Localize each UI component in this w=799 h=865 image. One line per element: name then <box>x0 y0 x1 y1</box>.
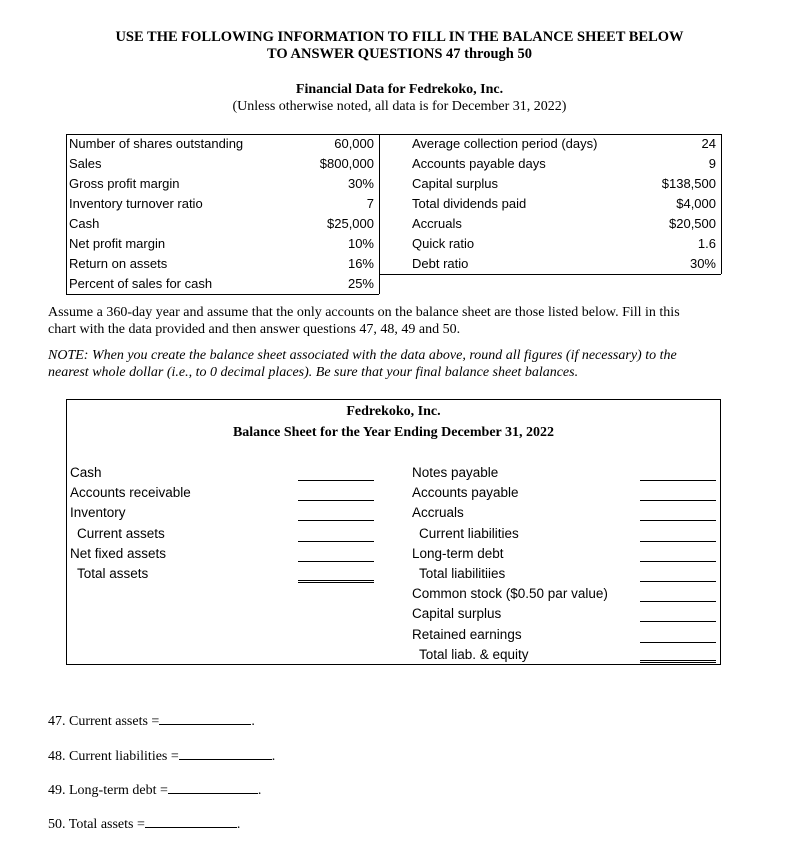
data-label: Net profit margin <box>69 236 166 251</box>
liability-label: Accounts payable <box>412 485 519 500</box>
note-line1: NOTE: When you create the balance sheet associated with the data above, round all figures (if necessary) to the <box>48 348 677 363</box>
instructions-heading-line2: TO ANSWER QUESTIONS 47 through 50 <box>267 46 532 62</box>
data-value: $25,000 <box>327 216 374 231</box>
note-line2: nearest whole dollar (i.e., to 0 decimal places). Be sure that your final balance sheet balances. <box>48 365 579 380</box>
data-label: Percent of sales for cash <box>69 276 213 291</box>
data-label: Return on assets <box>69 256 168 271</box>
financial-data-subtitle: (Unless otherwise noted, all data is for December 31, 2022) <box>232 99 567 114</box>
liability-blank-total-liabilities[interactable] <box>640 581 716 582</box>
answer-blank-47[interactable] <box>159 710 251 725</box>
asset-label: Cash <box>70 465 102 480</box>
liability-blank-accounts-payable[interactable] <box>640 500 716 501</box>
instructions-heading-line1: USE THE FOLLOWING INFORMATION TO FILL IN THE BALANCE SHEET BELOW <box>115 29 684 45</box>
data-label: Accruals <box>412 216 462 231</box>
data-label: Quick ratio <box>412 236 475 251</box>
balance-sheet-company: Fedrekoko, Inc. <box>346 404 441 419</box>
data-value: $138,500 <box>661 176 716 191</box>
liability-label: Accruals <box>412 505 464 520</box>
data-value: 10% <box>347 236 374 251</box>
liability-label: Common stock ($0.50 par value) <box>412 586 608 601</box>
financial-data-title: Financial Data for Fedrekoko, Inc. <box>295 82 504 97</box>
asset-blank-cash[interactable] <box>298 480 374 481</box>
asset-label: Inventory <box>70 505 126 520</box>
liability-blank-accruals[interactable] <box>640 520 716 521</box>
question-47: 47. Current assets = . <box>48 710 255 731</box>
liability-label: Retained earnings <box>412 627 522 642</box>
data-label: Average collection period (days) <box>412 136 598 151</box>
asset-label: Accounts receivable <box>70 485 191 500</box>
data-value: 60,000 <box>334 136 374 151</box>
data-label: Capital surplus <box>412 176 498 191</box>
data-value: $20,500 <box>669 216 716 231</box>
balance-sheet <box>66 399 721 665</box>
data-value: 24 <box>701 136 716 151</box>
data-label: Debt ratio <box>412 256 469 271</box>
question-49: 49. Long-term debt = . <box>48 779 261 800</box>
data-value: $800,000 <box>319 156 374 171</box>
data-value: 30% <box>347 176 374 191</box>
asset-label: Current assets <box>77 526 165 541</box>
liability-label: Capital surplus <box>412 606 502 621</box>
liability-blank-common-stock[interactable] <box>640 601 716 602</box>
liability-label: Long-term debt <box>412 546 504 561</box>
data-value: 16% <box>347 256 374 271</box>
question-48: 48. Current liabilities = . <box>48 745 275 766</box>
answer-blank-50[interactable] <box>145 813 237 828</box>
liability-blank-long-term-debt[interactable] <box>640 561 716 562</box>
instructions-line2: chart with the data provided and then answer questions 47, 48, 49 and 50. <box>48 322 461 337</box>
liability-blank-notes-payable[interactable] <box>640 480 716 481</box>
instructions-line1: Assume a 360-day year and assume that the only accounts on the balance sheet are those listed below. Fill in this <box>48 305 680 320</box>
asset-label: Total assets <box>77 566 149 581</box>
data-label: Sales <box>69 156 102 171</box>
answer-blank-49[interactable] <box>168 779 258 794</box>
data-value: 25% <box>347 276 374 291</box>
question-50: 50. Total assets = . <box>48 813 240 834</box>
data-label: Number of shares outstanding <box>69 136 244 151</box>
liability-label: Current liabilities <box>419 526 519 541</box>
data-label: Cash <box>69 216 100 231</box>
asset-blank-net-fixed-assets[interactable] <box>298 561 374 562</box>
data-label: Accounts payable days <box>412 156 546 171</box>
asset-blank-current-assets[interactable] <box>298 541 374 542</box>
asset-blank-total-assets[interactable] <box>298 580 374 583</box>
liability-blank-retained-earnings[interactable] <box>640 642 716 643</box>
liability-blank-current-liabilities[interactable] <box>640 541 716 542</box>
data-value: $4,000 <box>676 196 716 211</box>
data-value: 1.6 <box>697 236 716 251</box>
liability-label: Total liab. & equity <box>419 647 529 662</box>
asset-label: Net fixed assets <box>70 546 167 561</box>
data-label: Gross profit margin <box>69 176 180 191</box>
liability-label: Notes payable <box>412 465 499 480</box>
data-label: Total dividends paid <box>412 196 527 211</box>
data-value: 30% <box>689 256 716 271</box>
data-value: 9 <box>708 156 716 171</box>
liability-blank-total-liab-equity[interactable] <box>640 660 716 663</box>
balance-sheet-title: Balance Sheet for the Year Ending December 31, 2022 <box>232 425 555 440</box>
asset-blank-inventory[interactable] <box>298 520 374 521</box>
data-value: 7 <box>366 196 374 211</box>
liability-blank-capital-surplus[interactable] <box>640 621 716 622</box>
answer-blank-48[interactable] <box>179 745 272 760</box>
financial-data-table <box>66 134 721 294</box>
asset-blank-accounts-receivable[interactable] <box>298 500 374 501</box>
liability-label: Total liabilitiies <box>419 566 506 581</box>
data-label: Inventory turnover ratio <box>69 196 203 211</box>
